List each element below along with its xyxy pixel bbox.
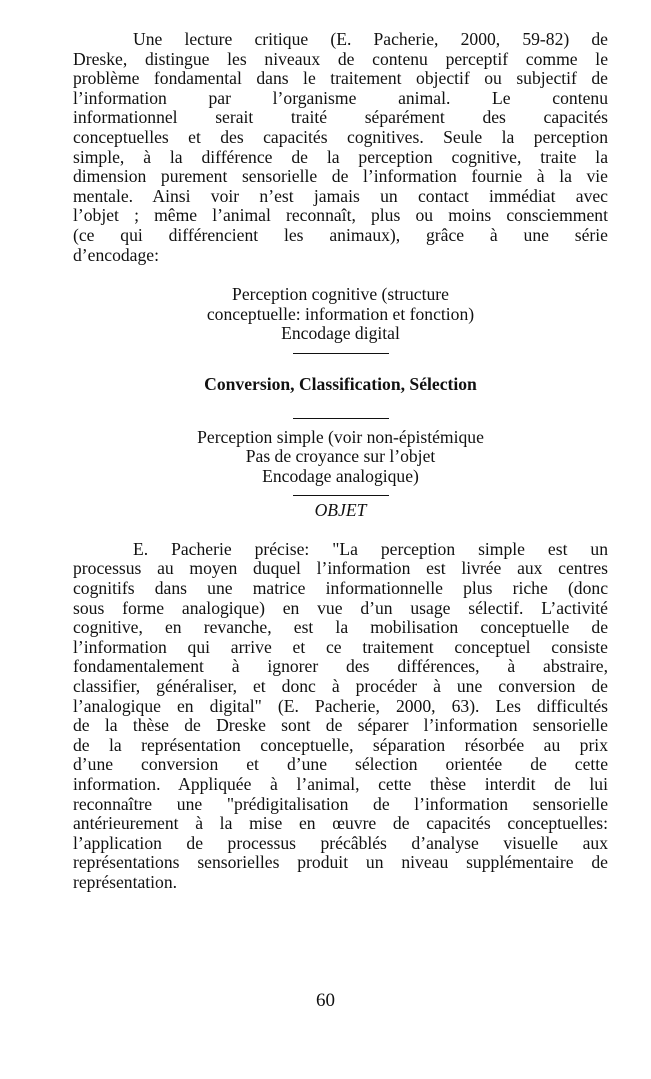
text-line: problème fondamental dans le traitement objectif ou subjectif de <box>73 68 608 89</box>
text-line: de la représentation conceptuelle, séparation résorbée au prix <box>73 734 608 755</box>
conversion-label: Conversion, Classification, Sélection <box>204 373 477 394</box>
text-line: fondamentalement à ignorer des différences, à abstraire, <box>73 656 608 677</box>
divider-rule <box>293 353 389 354</box>
text-line: Une lecture critique (E. Pacherie, 2000, 59-82) de <box>133 29 608 49</box>
text-line: d’une conversion et d’une sélection orientée de cette <box>73 754 608 775</box>
text-line: Dreske, distingue les niveaux de contenu perceptif comme le <box>73 48 608 69</box>
diagram-line: Perception simple (voir non-épistémique <box>197 426 484 447</box>
simple-perception-block <box>73 428 608 487</box>
text-line: représentation. <box>73 871 178 892</box>
paragraph-2 <box>73 540 608 893</box>
text-line: l’objet ; même l’animal reconnaît, plus ou moins consciemment <box>73 205 608 226</box>
page-number: 60 <box>316 990 335 1011</box>
text-line: reconnaître une "prédigitalisation de l’information sensorielle <box>73 793 608 814</box>
diagram-line: Encodage analogique) <box>262 465 419 486</box>
diagram-line: Perception cognitive (structure <box>232 284 449 305</box>
object-label: OBJET <box>314 500 367 521</box>
text-line: l’analogique en digital" (E. Pacherie, 2000, 63). Les difficultés <box>73 695 608 716</box>
text-line: E. Pacherie précise: "La perception simple est un <box>133 538 608 559</box>
divider-rule <box>293 495 389 496</box>
divider-rule <box>293 418 389 419</box>
encoding-diagram <box>73 285 608 521</box>
text-line: mentale. Ainsi voir n’est jamais un contact immédiat avec <box>73 185 608 206</box>
text-line: sous forme analogique) en vue d’un usage sélectif. L’activité <box>73 597 608 618</box>
text-line: antérieurement à la mise en œuvre de capacités conceptuelles: <box>73 813 608 834</box>
text-line: simple, à la différence de la perception cognitive, traite la <box>73 146 608 167</box>
text-line: de la thèse de Dreske sont de séparer l’information sensorielle <box>73 715 608 736</box>
diagram-line: Pas de croyance sur l’objet <box>245 446 436 467</box>
diagram-line: conceptuelle: information et fonction) <box>206 303 475 324</box>
text-line: l’application de processus précâblés d’analyse visuelle aux <box>73 832 608 853</box>
text-line: information. Appliquée à l’animal, cette thèse interdit de lui <box>73 774 608 794</box>
text-line: représentations sensorielles produit un niveau supplémentaire de <box>73 852 608 873</box>
page-body <box>73 30 608 893</box>
text-line: informationnel serait traité séparément des capacités <box>73 107 608 128</box>
text-line: processus au moyen duquel l’information est livrée aux centres <box>73 558 608 579</box>
text-line: cognitifs dans une matrice informationnelle plus riche (donc <box>73 578 608 599</box>
paragraph-1 <box>73 30 608 265</box>
cognitive-perception-block <box>73 285 608 344</box>
diagram-line: Encodage digital <box>281 323 400 344</box>
text-line: conceptuelles et des capacités cognitives. Seule la perception <box>73 126 608 147</box>
text-line: d’encodage: <box>73 244 159 265</box>
text-line: l’information qui arrive et ce traitement conceptuel consiste <box>73 636 608 657</box>
text-line: (ce qui différencient les animaux), grâce à une série <box>73 224 608 245</box>
text-line: cognitive, en revanche, est la mobilisation conceptuelle de <box>73 617 608 638</box>
text-line: classifier, généraliser, et donc à procéder à une conversion de <box>73 676 608 697</box>
text-line: l’information par l’organisme animal. Le contenu <box>73 87 608 108</box>
text-line: dimension purement sensorielle de l’information fournie à la vie <box>73 166 608 187</box>
